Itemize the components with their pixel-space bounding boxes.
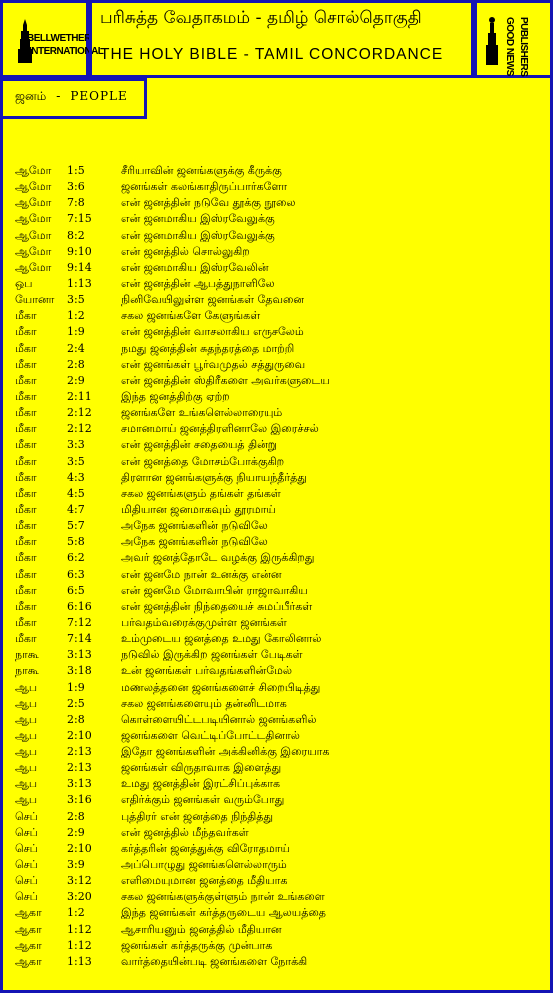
logo-right-line-1: GOOD NEWS xyxy=(504,17,515,76)
entry-book: ஆமோ xyxy=(15,244,52,258)
entry-book: ஆமோ xyxy=(15,164,52,177)
list-item xyxy=(15,486,545,502)
entry-reference: 2:8 xyxy=(67,357,85,371)
entry-text: சமானமாய் ஜனத்திரளினாலே இரைச்சல் xyxy=(121,422,319,436)
entry-book: ஆமோ xyxy=(15,196,52,210)
entry-reference: 2:9 xyxy=(67,373,85,387)
list-item xyxy=(15,244,545,260)
entry-text: என் ஜனத்தின் நிந்தையைச் சுமப்பீர்கள் xyxy=(121,599,313,613)
entry-reference: 1:2 xyxy=(67,309,85,323)
list-item xyxy=(15,889,545,905)
entry-text: என் ஜனமாகிய இஸ்ரவேலுக்கு xyxy=(121,228,275,242)
list-item xyxy=(15,534,545,550)
entry-reference: 5:8 xyxy=(67,535,85,549)
list-item xyxy=(15,857,545,873)
entry-book: மீகா xyxy=(15,519,37,533)
section-label xyxy=(15,89,128,105)
section-separator: - xyxy=(56,89,61,103)
entry-reference: 3:13 xyxy=(67,648,92,662)
entry-reference: 1:12 xyxy=(67,922,92,936)
entry-book: செப் xyxy=(15,809,38,823)
entry-reference: 2:12 xyxy=(67,406,92,420)
title-english: THE HOLY BIBLE - TAMIL CONCORDANCE xyxy=(100,46,444,63)
entry-reference: 3:16 xyxy=(67,793,92,807)
entry-text: என் ஜனமாகிய இஸ்ரவேலுக்கு xyxy=(121,212,275,226)
entry-reference: 7:15 xyxy=(67,212,92,226)
entry-book: ஆகா xyxy=(15,906,42,920)
entry-book: ஆகா xyxy=(15,954,42,968)
publisher-emblem-icon xyxy=(485,15,499,65)
entry-text: என் ஜனத்தை மோசம்போக்குகிற xyxy=(121,454,285,468)
entry-reference: 7:12 xyxy=(67,615,92,629)
list-item xyxy=(15,308,545,324)
entry-book: மீகா xyxy=(15,373,37,387)
entry-text: என் ஜனமே மோவாபின் ராஜாவாகிய xyxy=(121,583,308,597)
entry-book: மீகா xyxy=(15,599,37,613)
entry-text: உன் ஜனங்கள் பர்வதங்களின்மேல் xyxy=(121,664,292,678)
entry-book: செப் xyxy=(15,841,38,855)
list-item xyxy=(15,357,545,373)
entry-text: நமது ஜனத்தின் சுதந்தரத்தை மாற்றி xyxy=(121,341,295,355)
entry-reference: 1:13 xyxy=(67,276,92,290)
list-item xyxy=(15,276,545,292)
list-item xyxy=(15,938,545,954)
entry-book: நாகூ xyxy=(15,664,39,678)
entry-text: சகல ஜனங்களும் தங்கள் தங்கள் xyxy=(121,486,281,500)
list-item xyxy=(15,292,545,308)
list-item xyxy=(15,389,545,405)
logo-line-2: INTERNATIONAL xyxy=(29,46,104,57)
entry-text: என் ஜனத்தின் சதையைத் தின்று xyxy=(121,438,277,452)
entry-text: எதிர்க்கும் ஜனங்கள் வரும்போது xyxy=(121,793,285,807)
section-english: PEOPLE xyxy=(70,89,128,103)
list-item xyxy=(15,454,545,470)
list-item xyxy=(15,211,545,227)
entry-book: ஆமோ xyxy=(15,180,52,194)
entry-reference: 3:20 xyxy=(67,890,92,904)
list-item xyxy=(15,567,545,583)
list-item xyxy=(15,324,545,340)
entry-book: ஆமோ xyxy=(15,228,52,242)
entry-text: சகல ஜனங்களே கேளுங்கள் xyxy=(121,309,261,323)
entry-reference: 2:10 xyxy=(67,841,92,855)
entry-book: செப் xyxy=(15,874,38,888)
list-item xyxy=(15,631,545,647)
entry-book: மீகா xyxy=(15,615,37,629)
list-item xyxy=(15,518,545,534)
entry-reference: 3:3 xyxy=(67,438,85,452)
entry-text: கர்த்தரின் ஜனத்துக்கு விரோதமாய் xyxy=(121,841,290,855)
bellwether-logo xyxy=(0,0,104,78)
entry-book: மீகா xyxy=(15,470,37,484)
list-item xyxy=(15,599,545,615)
entry-book: ஆப xyxy=(15,793,38,807)
entry-book: நாகூ xyxy=(15,648,39,662)
entry-reference: 2:10 xyxy=(67,728,92,742)
list-item xyxy=(15,647,545,663)
list-item xyxy=(15,809,545,825)
entry-text: நடுவில் இருக்கிற ஜனங்கள் பேடிகள் xyxy=(121,648,303,662)
entry-text: ஜனங்கள் கலங்காதிருப்பார்களோ xyxy=(121,180,288,194)
list-item xyxy=(15,583,545,599)
entry-book: ஆப xyxy=(15,777,38,791)
entry-reference: 3:5 xyxy=(67,454,85,468)
entry-text: திரளான ஜனங்களுக்கு நியாயந்தீர்த்து xyxy=(121,470,307,484)
entry-reference: 2:5 xyxy=(67,696,85,710)
entry-reference: 6:2 xyxy=(67,551,85,565)
entry-book: மீகா xyxy=(15,535,37,549)
entry-text: உம்முடைய ஜனத்தை உமது கோலினால் xyxy=(121,632,322,646)
entry-text: அநேக ஜனங்களின் நடுவிலே xyxy=(121,535,268,549)
list-item xyxy=(15,373,545,389)
entry-reference: 8:2 xyxy=(67,228,85,242)
entry-text: அநேக ஜனங்களின் நடுவிலே xyxy=(121,519,268,533)
entry-reference: 2:4 xyxy=(67,341,85,355)
list-item xyxy=(15,405,545,421)
entry-book: மீகா xyxy=(15,325,37,339)
entry-reference: 4:5 xyxy=(67,486,85,500)
list-item xyxy=(15,437,545,453)
list-item xyxy=(15,873,545,889)
entry-reference: 3:13 xyxy=(67,777,92,791)
section-tamil: ஜனம் xyxy=(15,89,47,103)
list-item xyxy=(15,954,545,970)
entry-text: கொள்ளையிட்டபடியினால் ஜனங்களில் xyxy=(121,712,317,726)
entry-text: என் ஜனத்தின் வாசலாகிய எருசலேம் xyxy=(121,325,304,339)
entry-reference: 2:9 xyxy=(67,825,85,839)
entry-reference: 3:12 xyxy=(67,874,92,888)
entry-reference: 2:12 xyxy=(67,422,92,436)
entry-reference: 2:8 xyxy=(67,809,85,823)
list-item xyxy=(15,550,545,566)
list-item xyxy=(15,260,545,276)
entry-reference: 1:9 xyxy=(67,680,85,694)
list-item xyxy=(15,341,545,357)
entry-text: என் ஜனத்தின் ஆபத்துநாளிலே xyxy=(121,276,275,290)
entry-book: மீகா xyxy=(15,438,37,452)
entry-text: சகல ஜனங்களுக்குள்ளும் நான் உங்களை xyxy=(121,890,325,904)
entry-reference: 3:5 xyxy=(67,293,85,307)
entry-book: ஆப xyxy=(15,745,38,759)
entry-book: யோனா xyxy=(15,293,55,307)
entry-reference: 2:13 xyxy=(67,745,92,759)
entry-book: மீகா xyxy=(15,309,37,323)
entry-text: சீரியாவின் ஜனங்களுக்கு கீருக்கு xyxy=(121,164,282,177)
list-item xyxy=(15,163,545,179)
entry-book: மீகா xyxy=(15,632,37,646)
entry-text: ஜனங்கள் விருதாவாக இளைத்து xyxy=(121,761,282,775)
entry-text: என் ஜனத்தின் ஸ்திரீகளை அவர்களுடைய xyxy=(121,373,330,387)
entry-text: அப்பொழுது ஜனங்களெல்லாரும் xyxy=(121,858,287,872)
list-item xyxy=(15,421,545,437)
list-item xyxy=(15,179,545,195)
list-item xyxy=(15,792,545,808)
entry-text: பர்வதம்வரைக்குமுள்ள ஜனங்கள் xyxy=(121,615,287,629)
list-item xyxy=(15,615,545,631)
entry-text: ஜனங்களை வெட்டிப்போட்டதினால் xyxy=(121,728,300,742)
entry-text: மிதியான ஜனமாகவும் தூரமாய் xyxy=(121,502,276,516)
entry-book: ஆகா xyxy=(15,938,42,952)
list-item xyxy=(15,470,545,486)
entry-book: செப் xyxy=(15,858,38,872)
entry-reference: 2:11 xyxy=(67,389,92,403)
entry-reference: 9:14 xyxy=(67,260,92,274)
entry-book: மீகா xyxy=(15,422,37,436)
logo-line-1: BELLWETHER xyxy=(27,33,91,44)
entry-book: ஆப xyxy=(15,712,38,726)
list-item xyxy=(15,760,545,776)
entry-text: என் ஜனங்கள் பூர்வமுதல் சத்துருவை xyxy=(121,357,306,371)
entry-reference: 7:14 xyxy=(67,632,92,646)
list-item xyxy=(15,228,545,244)
entry-book: மீகா xyxy=(15,341,37,355)
concordance-list xyxy=(15,163,545,970)
entry-text: நினிவேயிலுள்ள ஜனங்கள் தேவனை xyxy=(121,293,305,307)
entry-text: அவர் ஜனத்தோடே வழக்கு இருக்கிறது xyxy=(121,551,315,565)
entry-book: மீகா xyxy=(15,357,37,371)
entry-text: சகல ஜனங்களையும் தன்னிடமாக xyxy=(121,696,287,710)
list-item xyxy=(15,728,545,744)
entry-book: மீகா xyxy=(15,551,37,565)
entry-reference: 1:13 xyxy=(67,954,92,968)
entry-book: மீகா xyxy=(15,486,37,500)
entry-book: ஆப xyxy=(15,696,38,710)
title-tamil: பரிசுத்த வேதாகமம் - தமிழ் சொல்தொகுதி xyxy=(100,8,422,28)
entry-text: என் ஜனத்தின் நடுவே தூக்கு நூலை xyxy=(121,196,296,210)
entry-book: ஆமோ xyxy=(15,260,52,274)
entry-text: என் ஜனத்தில் மீந்தவர்கள் xyxy=(121,825,249,839)
entry-book: ஆப xyxy=(15,728,38,742)
entry-reference: 7:8 xyxy=(67,196,85,210)
list-item xyxy=(15,744,545,760)
entry-text: வார்த்தையின்படி ஜனங்களை நோக்கி xyxy=(121,954,308,968)
entry-text: ஜனங்களே உங்களெல்லாரையும் xyxy=(121,406,283,420)
entry-reference: 9:10 xyxy=(67,244,92,258)
entry-text: என் ஜனத்தில் சொல்லுகிற xyxy=(121,244,250,258)
entry-book: ஆகா xyxy=(15,922,42,936)
list-item xyxy=(15,776,545,792)
entry-book: ஒப xyxy=(15,276,33,290)
entry-reference: 3:6 xyxy=(67,180,85,194)
entry-reference: 4:3 xyxy=(67,470,85,484)
entry-text: எளிமையுமான ஜனத்தை மீதியாக xyxy=(121,874,288,888)
entry-book: மீகா xyxy=(15,583,37,597)
entry-text: ஆசாரியனும் ஜனத்தில் மீதியான xyxy=(121,922,282,936)
entry-reference: 4:7 xyxy=(67,502,85,516)
entry-text: ஜனங்கள் கர்த்தருக்கு முன்பாக xyxy=(121,938,273,952)
entry-reference: 6:3 xyxy=(67,567,85,581)
entry-book: ஆமோ xyxy=(15,212,52,226)
list-item xyxy=(15,195,545,211)
entry-reference: 5:7 xyxy=(67,519,85,533)
entry-reference: 3:18 xyxy=(67,664,92,678)
list-item xyxy=(15,712,545,728)
list-item xyxy=(15,663,545,679)
list-item xyxy=(15,825,545,841)
entry-text: என் ஜனமே நான் உனக்கு என்ன xyxy=(121,567,282,581)
entry-reference: 6:16 xyxy=(67,599,92,613)
entry-book: மீகா xyxy=(15,502,37,516)
entry-reference: 2:13 xyxy=(67,761,92,775)
entry-reference: 1:9 xyxy=(67,325,85,339)
entry-book: செப் xyxy=(15,890,38,904)
entry-book: செப் xyxy=(15,825,38,839)
section-heading xyxy=(0,78,147,119)
entry-text: மணலத்தனை ஜனங்களைச் சிறைபிடித்து xyxy=(121,680,321,694)
entry-text: இதோ ஜனங்களின் அக்கினிக்கு இரையாக xyxy=(121,745,330,759)
entry-book: மீகா xyxy=(15,406,37,420)
entry-book: ஆப xyxy=(15,761,38,775)
entry-reference: 6:5 xyxy=(67,583,85,597)
entry-text: புத்திரர் என் ஜனத்தை நிந்தித்து xyxy=(121,809,273,823)
list-item xyxy=(15,680,545,696)
entry-reference: 1:2 xyxy=(67,906,85,920)
list-item xyxy=(15,696,545,712)
entry-reference: 1:5 xyxy=(67,164,85,177)
entry-book: மீகா xyxy=(15,567,37,581)
entry-text: என் ஜனமாகிய இஸ்ரவேலின் xyxy=(121,260,269,274)
list-item xyxy=(15,841,545,857)
entry-reference: 1:12 xyxy=(67,938,92,952)
list-item xyxy=(15,502,545,518)
entry-text: இந்த ஜனங்கள் கர்த்தருடைய ஆலயத்தை xyxy=(121,906,326,920)
entry-text: இந்த ஜனத்திற்கு ஏற்ற xyxy=(121,389,230,403)
list-item xyxy=(15,922,545,938)
good-news-logo xyxy=(474,0,553,78)
list-item xyxy=(15,905,545,921)
entry-reference: 3:9 xyxy=(67,858,85,872)
entry-book: மீகா xyxy=(15,389,37,403)
entry-book: மீகா xyxy=(15,454,37,468)
entry-text: உமது ஜனத்தின் இரட்சிப்புக்காக xyxy=(121,777,281,791)
entry-reference: 2:8 xyxy=(67,712,85,726)
title-banner xyxy=(89,0,474,78)
logo-right-line-2: PUBLISHERS xyxy=(518,17,529,77)
entry-book: ஆப xyxy=(15,680,38,694)
